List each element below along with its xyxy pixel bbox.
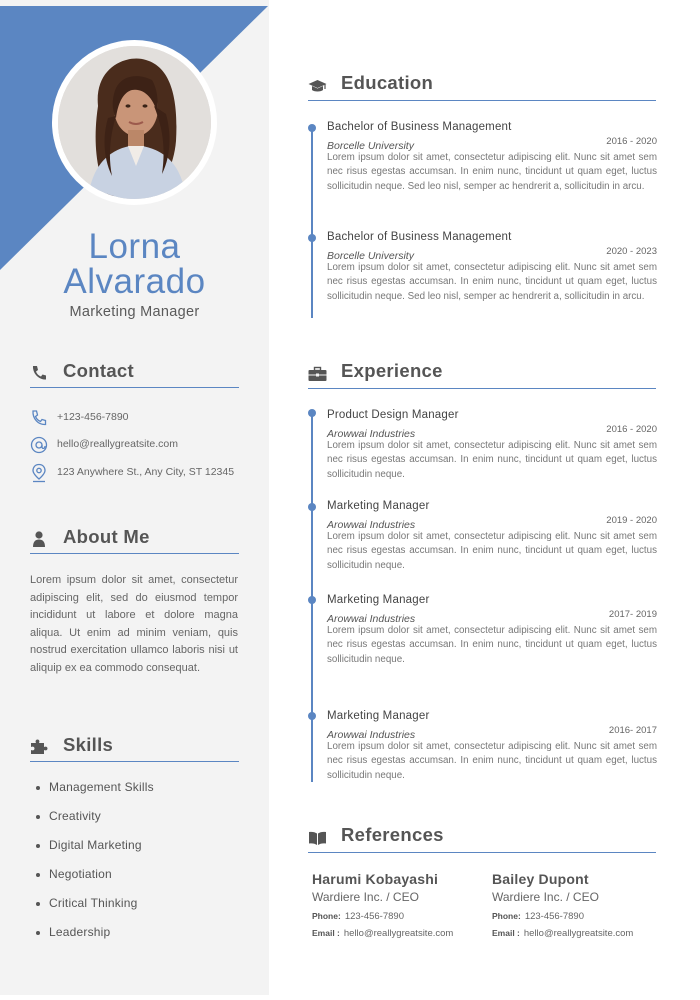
- email-label: Email :: [312, 928, 340, 938]
- entry-title: Bachelor of Business Management: [327, 231, 512, 243]
- skills-heading-label: Skills: [63, 734, 114, 755]
- experience-heading-label: Experience: [341, 360, 443, 381]
- first-name: Lorna: [88, 227, 181, 266]
- timeline-dot: [308, 234, 316, 242]
- phone-icon: [30, 364, 48, 382]
- reference-email: [312, 928, 492, 940]
- briefcase-icon: [308, 365, 327, 383]
- about-text: Lorem ipsum dolor sit amet, consectetur adipiscing elit, sed do eiusmod tempor incididunt ut labore et dolore magna aliqua. Ut enim ad minim veniam, quis nostrud exercitation ullamco laboris nisi ut aliquip ex ea commodo consequat.: [30, 574, 238, 674]
- skill-item: Management Skills: [36, 780, 154, 809]
- last-name: Alvarado: [63, 262, 206, 301]
- contact-email: [30, 435, 250, 455]
- skill-item: Creativity: [36, 809, 154, 838]
- entry-years: 2016 - 2020: [606, 424, 657, 435]
- reference-name: Bailey Dupont: [492, 871, 589, 887]
- reference-email-value[interactable]: hello@reallygreatsite.com: [343, 928, 454, 939]
- person-icon: [30, 530, 48, 548]
- entry-title: Marketing Manager: [327, 500, 430, 512]
- entry-title: Marketing Manager: [327, 594, 430, 606]
- entry-years: 2020 - 2023: [606, 246, 657, 257]
- education-timeline: [311, 127, 313, 318]
- timeline-dot: [308, 596, 316, 604]
- about-heading-label: About Me: [63, 526, 150, 547]
- about-heading: [30, 522, 239, 554]
- entry-org: Arowwai Industries: [327, 729, 416, 741]
- reference-card: [312, 871, 492, 940]
- entry-years: 2016- 2017: [608, 725, 657, 736]
- at-sign-icon: [30, 435, 48, 455]
- entry-years: 2017- 2019: [608, 609, 657, 620]
- skill-item: Negotiation: [36, 867, 154, 896]
- skills-list: [36, 780, 154, 954]
- entry-years: 2016 - 2020: [606, 136, 657, 147]
- entry-description: Lorem ipsum dolor sit amet, consectetur adipiscing elit. Nunc sit amet sem nec risus egestas accumsan. In enim nunc, tincidunt ut quam eget, luctus sollicitudin neque.: [327, 741, 657, 781]
- email-text[interactable]: hello@reallygreatsite.com: [57, 438, 178, 450]
- reference-name: Harumi Kobayashi: [312, 871, 439, 887]
- timeline-dot: [308, 712, 316, 720]
- reference-card: [492, 871, 672, 940]
- address-text: 123 Anywhere St., Any City, ST 12345: [57, 466, 235, 478]
- entry-description: Lorem ipsum dolor sit amet, consectetur adipiscing elit. Nunc sit amet sem nec risus egestas accumsan. In enim nunc, tincidunt ut quam eget, luctus sollicitudin neque. Sed leo nisl, semper ac hendrerit a, sollicitudin in arcu.: [327, 262, 657, 302]
- experience-entry: [327, 409, 657, 482]
- contact-phone: [30, 408, 250, 428]
- profile-photo: [52, 40, 217, 205]
- portrait-image: [58, 46, 211, 199]
- phone-label: Phone:: [492, 911, 521, 921]
- email-label: Email :: [492, 928, 520, 938]
- reference-phone-value[interactable]: 123-456-7890: [344, 911, 404, 922]
- experience-entry: [327, 594, 657, 667]
- reference-email: [492, 928, 672, 940]
- reference-phone: [312, 911, 492, 923]
- phone-outline-icon: [30, 408, 48, 428]
- entry-org: Arowwai Industries: [327, 519, 416, 531]
- phone-text[interactable]: +123-456-7890: [57, 411, 129, 423]
- puzzle-icon: [30, 738, 48, 756]
- job-title: Marketing Manager: [69, 304, 200, 320]
- skill-item: Critical Thinking: [36, 896, 154, 925]
- experience-heading: [308, 357, 656, 389]
- references-heading: [308, 821, 656, 853]
- experience-entry: [327, 710, 657, 783]
- contact-heading: [30, 356, 239, 388]
- skill-item: Digital Marketing: [36, 838, 154, 867]
- location-pin-icon: [30, 463, 48, 483]
- references-heading-label: References: [341, 824, 444, 845]
- entry-description: Lorem ipsum dolor sit amet, consectetur adipiscing elit. Nunc sit amet sem nec risus egestas accumsan. In enim nunc, tincidunt ut quam eget, luctus sollicitudin neque.: [327, 531, 657, 571]
- open-book-icon: [308, 829, 327, 847]
- entry-years: 2019 - 2020: [606, 515, 657, 526]
- entry-org: Arowwai Industries: [327, 428, 416, 440]
- skill-item: Leadership: [36, 925, 154, 954]
- entry-org: Borcelle University: [327, 250, 414, 262]
- reference-position: Wardiere Inc. / CEO: [312, 890, 419, 904]
- education-entry: [327, 121, 657, 194]
- reference-phone-value[interactable]: 123-456-7890: [524, 911, 584, 922]
- entry-title: Marketing Manager: [327, 710, 430, 722]
- skills-heading: [30, 730, 239, 762]
- sidebar: [0, 0, 269, 995]
- timeline-dot: [308, 409, 316, 417]
- entry-org: Arowwai Industries: [327, 613, 416, 625]
- reference-position: Wardiere Inc. / CEO: [492, 890, 599, 904]
- timeline-dot: [308, 124, 316, 132]
- entry-description: Lorem ipsum dolor sit amet, consectetur adipiscing elit. Nunc sit amet sem nec risus egestas accumsan. In enim nunc, tincidunt ut quam eget, luctus sollicitudin neque.: [327, 440, 657, 480]
- entry-title: Product Design Manager: [327, 409, 459, 421]
- education-heading-label: Education: [341, 72, 434, 93]
- experience-entry: [327, 500, 657, 573]
- entry-description: Lorem ipsum dolor sit amet, consectetur adipiscing elit. Nunc sit amet sem nec risus egestas accumsan. In enim nunc, tincidunt ut quam eget, luctus sollicitudin neque. Sed leo nisl, semper ac hendrerit a, sollicitudin in arcu.: [327, 152, 657, 192]
- entry-title: Bachelor of Business Management: [327, 121, 512, 133]
- contact-heading-label: Contact: [63, 360, 134, 381]
- graduation-cap-icon: [308, 77, 327, 95]
- education-heading: [308, 69, 656, 101]
- entry-org: Borcelle University: [327, 140, 414, 152]
- reference-email-value[interactable]: hello@reallygreatsite.com: [523, 928, 634, 939]
- phone-label: Phone:: [312, 911, 341, 921]
- timeline-dot: [308, 503, 316, 511]
- entry-description: Lorem ipsum dolor sit amet, consectetur adipiscing elit. Nunc sit amet sem nec risus egestas accumsan. In enim nunc, tincidunt ut quam eget, luctus sollicitudin neque.: [327, 625, 657, 665]
- reference-phone: [492, 911, 672, 923]
- contact-address: [30, 463, 250, 483]
- education-entry: [327, 231, 657, 304]
